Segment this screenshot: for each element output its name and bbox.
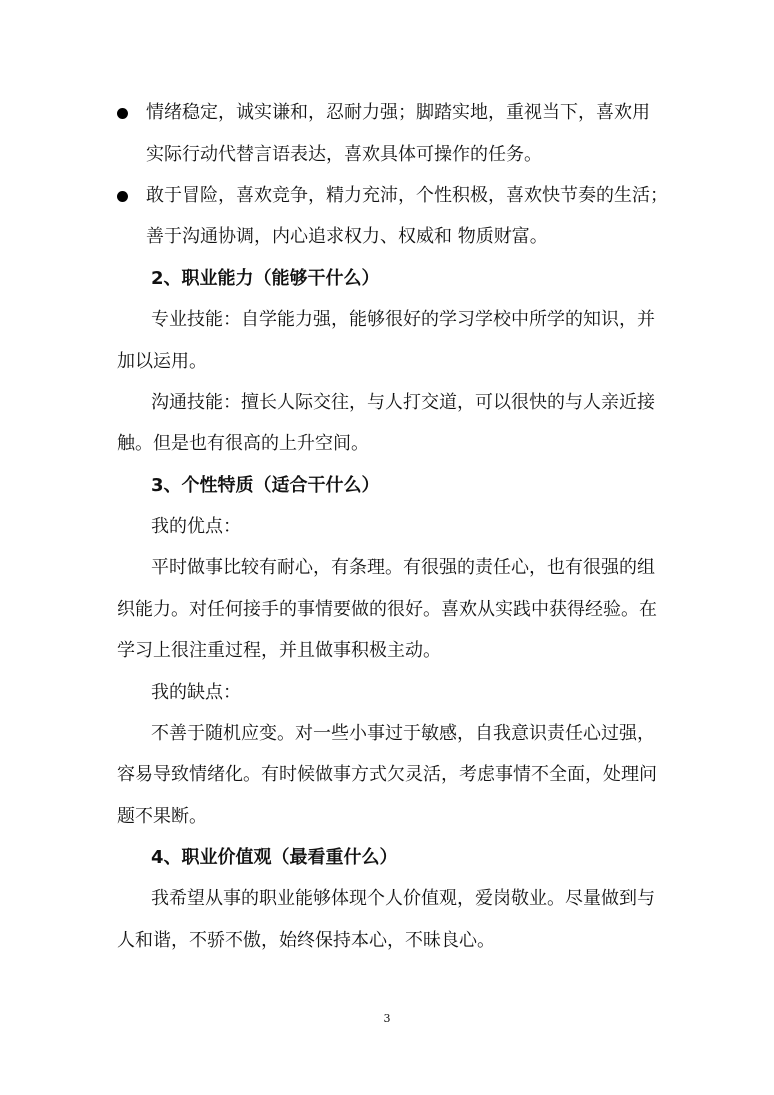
weaknesses-label: 我的缺点： (151, 682, 241, 703)
bullet-2-line-2: 善于沟通协调，内心追求权力、权威和 物质财富。 (146, 226, 548, 247)
weaknesses-line-1: 不善于随机应变。对一些小事过于敏感，自我意识责任心过强， (151, 723, 655, 744)
bullet-icon (117, 191, 128, 202)
skill-professional-line-1: 专业技能：自学能力强，能够很好的学习学校中所学的知识，并 (151, 309, 655, 330)
skill-communication-line-1: 沟通技能：擅长人际交往，与人打交道，可以很快的与人亲近接 (151, 392, 655, 413)
bullet-1-line-1: 情绪稳定，诚实谦和，忍耐力强；脚踏实地，重视当下，喜欢用 (146, 102, 650, 123)
strengths-label: 我的优点： (151, 516, 241, 537)
section-heading-traits: 3、个性特质（适合干什么） (151, 475, 380, 496)
strengths-line-2: 织能力。对任何接手的事情要做的很好。喜欢从实践中获得经验。在 (117, 599, 657, 620)
page-number: 3 (383, 1012, 391, 1025)
section-heading-values: 4、职业价值观（最看重什么） (151, 847, 398, 868)
skill-communication-line-2: 触。但是也有很高的上升空间。 (117, 433, 369, 454)
bullet-2-line-1: 敢于冒险，喜欢竞争，精力充沛，个性积极，喜欢快节奏的生活； (146, 185, 668, 206)
section-heading-ability: 2、职业能力（能够干什么） (151, 268, 380, 289)
strengths-line-1: 平时做事比较有耐心，有条理。有很强的责任心，也有很强的组 (151, 557, 655, 578)
values-line-1: 我希望从事的职业能够体现个人价值观，爱岗敬业。尽量做到与 (151, 888, 655, 909)
bullet-icon (117, 108, 128, 119)
bullet-1-line-2: 实际行动代替言语表达，喜欢具体可操作的任务。 (146, 144, 542, 165)
weaknesses-line-3: 题不果断。 (117, 806, 207, 827)
skill-professional-line-2: 加以运用。 (117, 351, 207, 372)
values-line-2: 人和谐，不骄不傲，始终保持本心，不昧良心。 (117, 930, 495, 951)
weaknesses-line-2: 容易导致情绪化。有时候做事方式欠灵活，考虑事情不全面，处理问 (117, 764, 657, 785)
strengths-line-3: 学习上很注重过程，并且做事积极主动。 (117, 640, 441, 661)
